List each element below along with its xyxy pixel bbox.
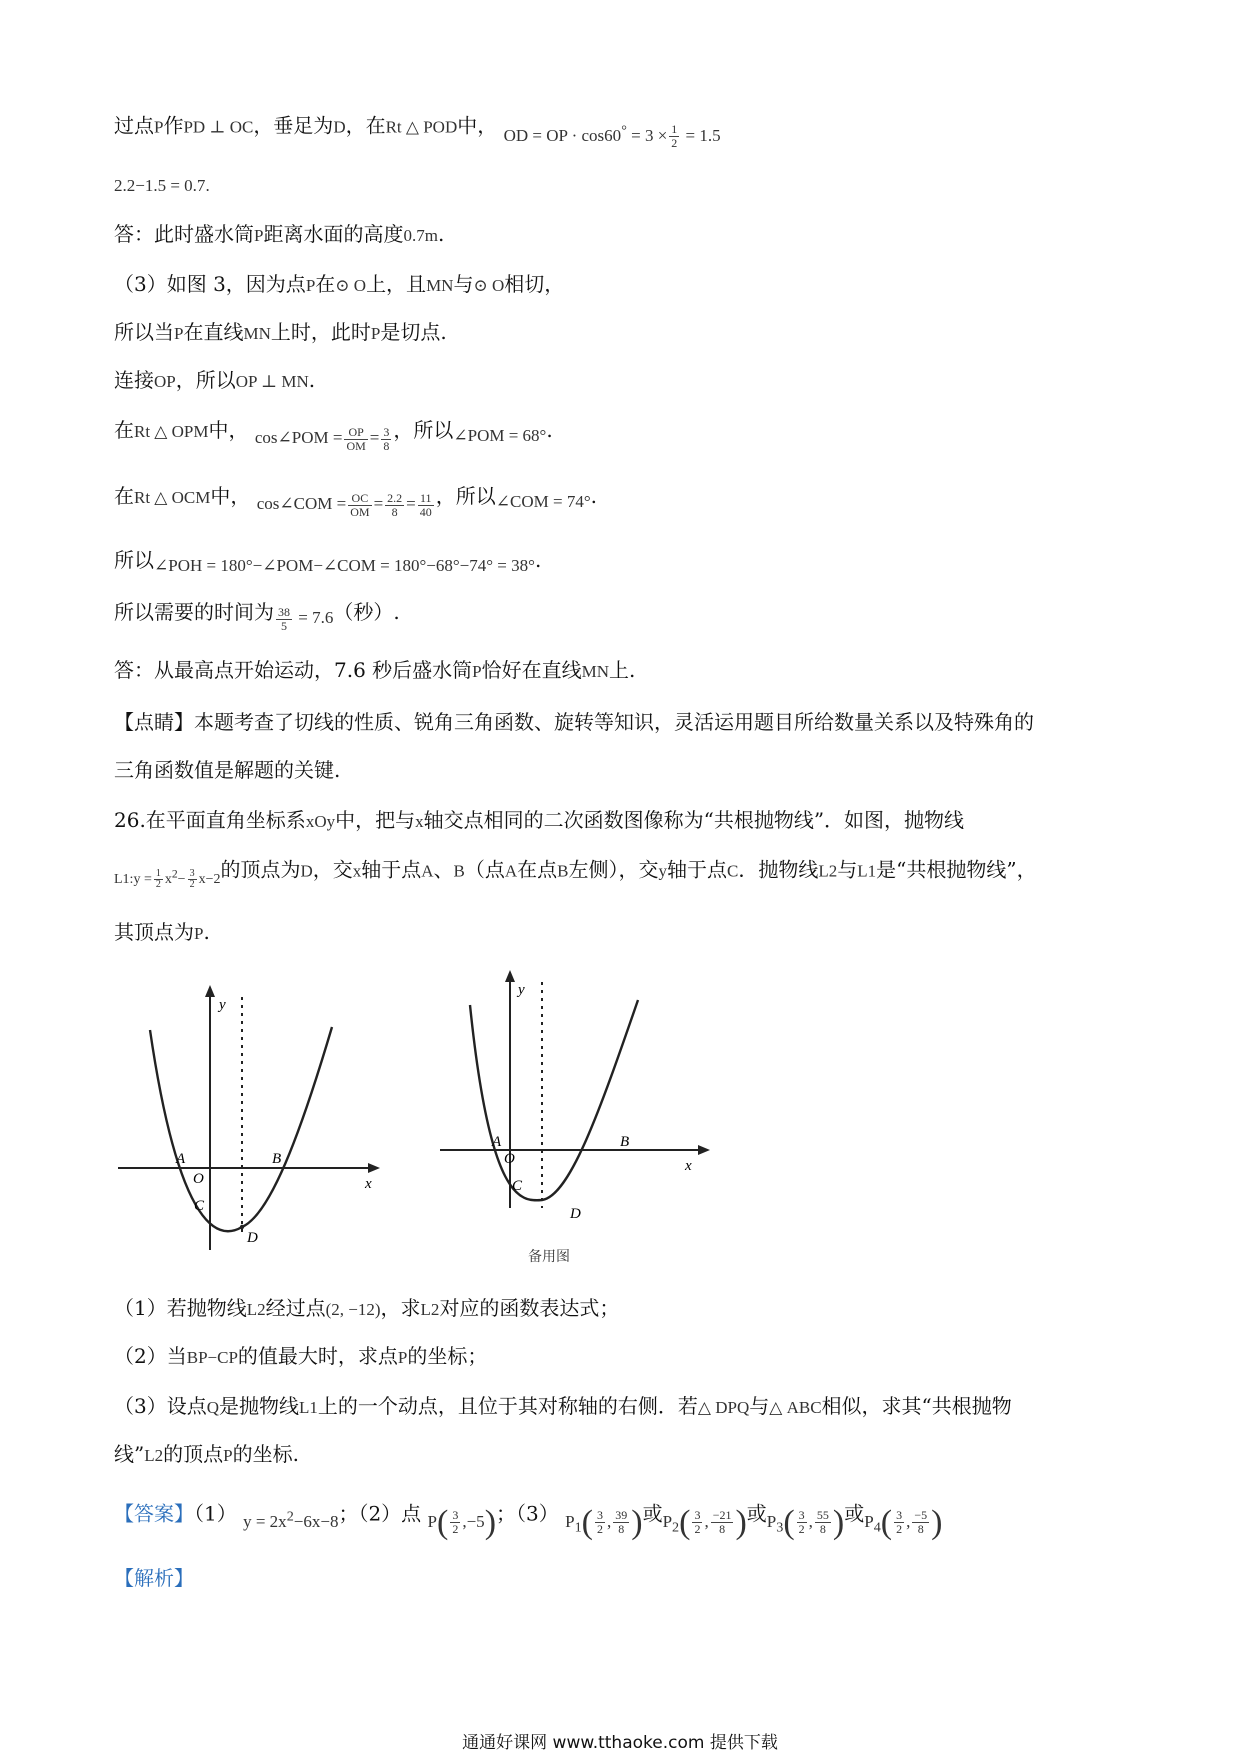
label-b: B xyxy=(620,1134,630,1150)
label-b: B xyxy=(272,1151,282,1167)
part3-time: 所以需要的时间为 $_{\frac{38}{5} = 7.6}$（秒）. xyxy=(114,600,400,633)
part3-poh: 所以$_{\angle POH = 180^\circ-\angle POM-\angle COM = 180^\circ-68^\circ-74^\circ = 38^\circ}$. xyxy=(114,548,542,575)
l1-formula: L1:y = 1 2 x2− 3 2 x−2 xyxy=(114,867,221,890)
vertex-dot xyxy=(240,1225,244,1229)
answer-tag: 【答案】 xyxy=(114,1501,194,1526)
y-axis-arrow xyxy=(505,970,515,982)
x-axis-arrow xyxy=(698,1145,710,1155)
parabola-figure-main xyxy=(110,975,390,1255)
parabola-curve xyxy=(150,1027,332,1231)
label-y: y xyxy=(219,997,226,1013)
label-c: C xyxy=(512,1178,523,1194)
question-26-line-2: $_{L1:y = \frac{1}{2} x^2- \frac{3}{2} x-2}$的顶点为D，交x轴于点A、B（点A在点B左侧），交y轴于点C．抛物线L2与L1是“共根抛物线”， xyxy=(114,857,1037,890)
parabola-figure-spare xyxy=(430,960,720,1270)
formula-od: OD = OP · cos60° = 3 × 1 2 = 1.5 xyxy=(503,122,721,151)
label-d: D xyxy=(247,1230,258,1246)
y-axis-arrow xyxy=(205,985,215,997)
label-a: A xyxy=(492,1134,502,1150)
question-26-line-1: 26.在平面直角坐标系xOy中，把与x轴交点相同的二次函数图像称为“共根抛物线”．如图，抛物线 xyxy=(114,808,965,832)
part3-pom: 在Rt △ OPM中， $_{cos\angle POM = \frac{OP}{OM} = \frac{3}{8}}$ ，所以$_{\angle POM = 68^\circ}$. xyxy=(114,418,553,453)
x-axis-arrow xyxy=(368,1163,380,1173)
part3-com: 在Rt △ OCM中， $_{cos\angle COM = \frac{OC}{OM} = \frac{2.2}{8} = \frac{11}{40}}$ ，所以$_{\angle COM = 74^\circ}$. xyxy=(114,484,597,519)
label-y: y xyxy=(518,982,525,998)
footer-watermark: 通通好课网 www.tthaoke.com 提供下载 xyxy=(462,1733,778,1753)
part3-intro: （3）如图 3，因为点P在⊙ O上，且MN与⊙ O相切， xyxy=(114,272,565,296)
question-26-part-1: （1）若抛物线L2经过点(2, −12)，求L2对应的函数表达式； xyxy=(114,1296,620,1320)
label-x: x xyxy=(365,1176,372,1192)
part3-connect: 连接OP，所以OP ⊥ MN. xyxy=(114,368,316,392)
label-d: D xyxy=(570,1206,581,1222)
analysis-tag: 【解析】 xyxy=(114,1566,194,1590)
solution-line-od: 过点P作PD ⊥ OC，垂足为D，在Rt △ POD中， $_{OD = OP \cdot cos60^\circ = 3 \times \frac{1}{2} = 1.5}$ xyxy=(114,113,721,151)
remark-line-2: 三角函数值是解题的关键. xyxy=(114,758,341,782)
label-c: C xyxy=(194,1198,205,1214)
part3-tangent: 所以当P在直线MN上时，此时P是切点. xyxy=(114,320,447,344)
solution-line-height: 2.2−1.5 = 0.7. xyxy=(114,176,210,195)
label-a: A xyxy=(176,1151,186,1167)
question-26-part-2: （2）当BP−CP的值最大时，求点P的坐标； xyxy=(114,1344,488,1368)
figure-caption: 备用图 xyxy=(528,1249,570,1265)
answer-line-height: 答：此时盛水筒P距离水面的高度0.7m. xyxy=(114,222,445,246)
answer-line: 【答案】（1） $_{y = 2x^2-6x-8}$；（2）点 $_{P( \frac{3}{2} ,-5)}$；（3） $_{P_1( \frac{3}{2} , \frac{39}{8} )}$或$_{P_2( \frac{3}{2} , \frac{-21}{8} )}$或$_{P_3( \frac{3}{2} , \frac{55}{8} )}$或$_{P_4( \frac{3}{2} , \frac{-5}{8} )}$ xyxy=(114,1501,943,1541)
question-26-part-3b: 线”L2的顶点P的坐标. xyxy=(114,1442,299,1466)
label-x: x xyxy=(685,1158,692,1174)
remark-line-1: 【点睛】本题考查了切线的性质、锐角三角函数、旋转等知识，灵活运用题目所给数量关系以及特殊角的 xyxy=(114,710,1034,734)
question-26-line-3: 其顶点为P. xyxy=(114,920,210,944)
label-o: O xyxy=(504,1151,515,1167)
parabola-curve xyxy=(470,1000,638,1200)
part3-answer: 答：从最高点开始运动，7.6 秒后盛水筒P恰好在直线MN上. xyxy=(114,658,636,682)
label-o: O xyxy=(193,1171,204,1187)
question-26-part-3a: （3）设点Q是抛物线L1上的一个动点，且位于其对称轴的右侧．若△ DPQ与△ ABC相似，求其“共根抛物 xyxy=(114,1394,1012,1418)
